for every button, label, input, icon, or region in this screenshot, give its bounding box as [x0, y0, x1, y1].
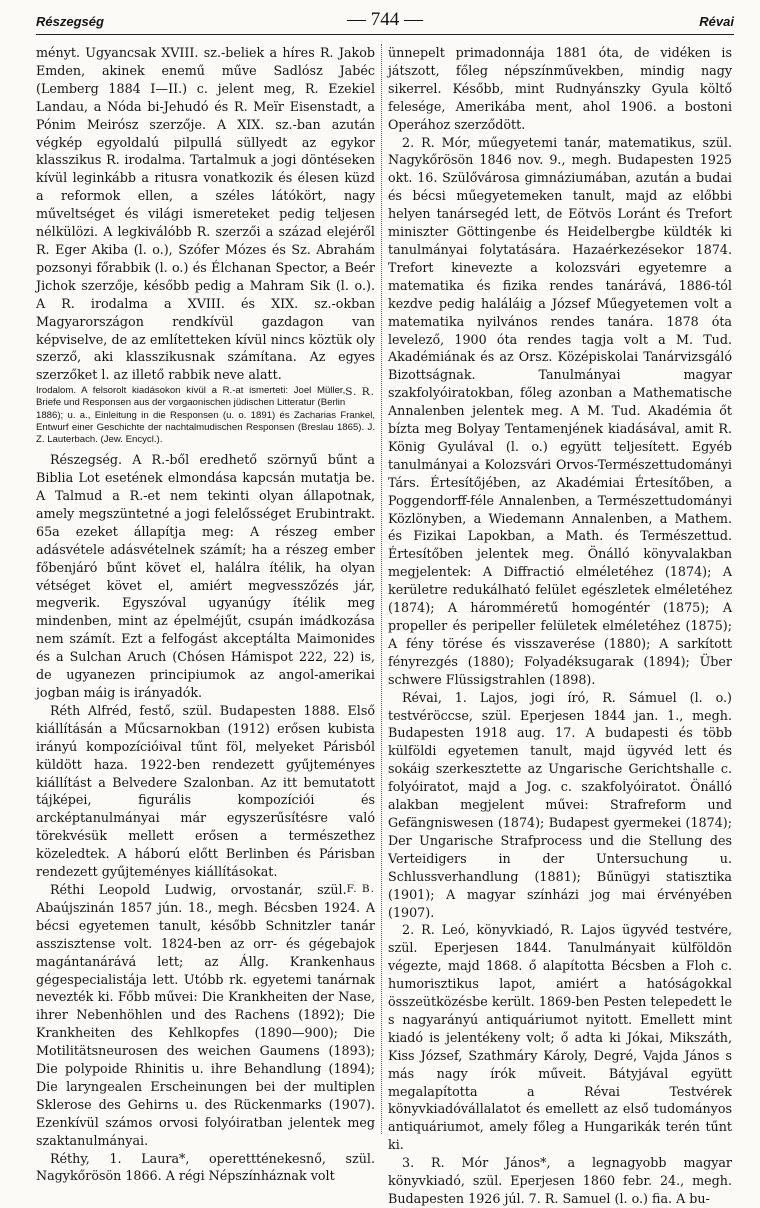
entry-continuation-responsa: ményt. Ugyancsak XVIII. sz.-beliek a híres R. Jakob Emden, akinek enemű műve Sadlósz Jabéc (Lemberg 1884 I—II.) c. jelent meg, R. Ezekiel Landau, a Nóda bi-Jehudó és R. Meïr Eisenstadt, a Pónim Meirósz szerzője. A XIX. sz.-ban azután végkép egyoldalú pilpullá süllyedt az egykor klasszikus R. irodalma. Tartalmuk a jogi döntéseken kívül leginkább a ritusra vonatkozik és élesen küzd a reformok ellen, a széles látókört, nagy műveltséget és világi ismereteket pedig teljesen nélkülözi. A legkiválóbb R. szerzői a század elejéről R. Eger Akiba (l. o.), Szófer Mózes és Sz. Abrahám pozsonyi főrabbik (l. o.) és Élchanan Spector, a Beér Jichok szerzője, később pedig a Mahram Sik (l. o.). A R. irodalma a XVIII. és XIX. sz.-okban Magyarországon rendkívül gazdagon van képviselve, de az említetteken kívül nincs köztük oly szerző, aki klasszikusnak számítana. Az egyes szerzőket l. az illető rabbik neve alatt. — [36, 45, 375, 383]
entry-rethy: Réthy, 1. Laura*, operettténekesnő, szül. Nagykőrösön 1866. A régi Népszínháznak volt — [36, 1150, 375, 1184]
entry-revai-lajos: Révai, 1. Lajos, jogi író, R. Sámuel (l. o.) testvéröccse, szül. Eperjesen 1844 jan. 1., megh. Budapesten 1918 aug. 17. A budapesti és több külföldi egyetemen tanult, majd ügyvéd lett és sokáig szerkesztette az Ungarische Gerichtshalle c. folyóiratot, majd a Jog. c. szakfolyóiratot. Önálló alakban megjelent művei: Strafreform und Gefängniswesen (1874); Budapest gyermekei (1874); Der Ungarische Strafprocess und die Stellung des Verteidigers in der Untersuchung u. Schlussverhandlung (1881); Bűnügyi statisztika (1901); A magyar színházi jog mai érvényében (1907). — [388, 689, 732, 920]
right-column — [388, 44, 732, 1206]
left-column — [36, 44, 375, 1184]
author-signature: F. B. — [346, 882, 375, 895]
entry-rethy-continuation: ünnepelt primadonnája 1881 óta, de vidéken is játszott, főleg népszínművekben, mindig nagy sikerrel. Később, mint Rudnyánszky Gyula költő felesége, Amerikába ment, ahol 1906. a bostoni Operához szerződött. — [388, 45, 732, 132]
running-head-right: Révai — [699, 14, 734, 29]
entry-revai-leo: 2. R. Leó, könyvkiadó, R. Lajos ügyvéd testvére, szül. Eperjesen 1844. Tanulmányait külföldön végezte, majd 1868. ő alapította Bécsben a Floh c. humorisztikus lapot, amiért a hatóságokkal összeütközésbe került. 1869-ben Pesten telepedett le s nagyarányú antiquáriumot nyitott. Emellett mint kiadó is jelentékeny volt; ő adta ki Jókai, Mikszáth, Kiss József, Szathmáry Károly, Degré, Vajda János s más nagy írók műveit. Bátyjával együtt megalapította a Révai Testvérek könyvkiadóvállalatot és emellett az első tudományos antiquáriumot, amely főleg a Hungarikák terén tűnt ki. — [388, 922, 732, 1153]
page-number: — 744 — — [347, 9, 423, 30]
column-divider — [381, 44, 382, 1134]
entry-rethi: Réthi Leopold Ludwig, orvostanár, szül. Abaújszinán 1857 jún. 18., megh. Bécsben 1924. A bécsi egyetemen tanult, később Schnitzler tanár asszisztense volt. 1824-ben az orr- és gégebajok magántanárává lett; az Állg. Krankenhaus gégespecialistája lett. Utóbb rk. egyetemi tanárnak nevezték ki. Főbb művei: Die Krankheiten der Nase, ihrer Nebenhöhlen und des Rachens (1892); Die Krankheiten des Kehlkopfes (1890—900); Die Motilitätsneurosen des weichen Gaumens (1893); Die polypoide Rhinitis u. ihre Behandlung (1894); Die laryngealen Erscheinungen bei der multiplen Sklerose des Gehirns u. des Rückenmarks (1907). Ezenkívül számos orvosi folyóiratban jelentek meg szaktanulmányai. — [36, 881, 375, 1148]
running-head-left: Részegség — [36, 14, 104, 29]
entry-reszegseg: Részegség. A R.-ből eredhető szörnyű bűnt a Biblia Lot esetének elmondása kapcsán mutatja be. A Talmud a R.-et nem tekinti olyan állapotnak, amely megszüntetné a jogi felelősséget Erubintrakt. 65a ezeket állapítja meg: A részeg ember adásvétele adásvételnek számít; ha a részeg ember főbenjáró bűnt követ el, halálra ítélik, ha olyan vétséget követ el, amiért megvesszőzés jár, megverik. Egyszóval ugyanúgy ítélik meg mindenben, mint az épelméjűt, csupán imádkozása nem számít. Ezt a felfogást akceptálta Maimonides és a Sulchan Aruch (Chósen Hámispot 222, 22) is, de ugyanezen principiumok az angol-amerikai jogban máig is irányadók. — [36, 452, 375, 701]
entry-reth: Réth Alfréd, festő, szül. Budapesten 1888. Első kiállításán a Műcsarnokban (1912) erősen kubista irányú kompozícióival tűnt föl, melyeket Párisból küldött haza. 1922-ben rendezett gyűjteményes kiállítást a Belvedere Szalonban. Az itt bemutatott tájképei, figurális kompozíciói és arcképtanulmányai már egyszerűsítésre való törekvésük mellett erősen a természethez közeledtek. A háború előtt Berlinben és Párisban rendezett gyűjteményes kiállításokat. — [36, 702, 375, 880]
page-header — [36, 8, 734, 36]
entry-rethy-mor: 2. R. Mór, műegyetemi tanár, matematikus, szül. Nagykőrösön 1846 nov. 9., megh. Budapesten 1925 okt. 16. Szülővárosa gimnáziumában, azután a budai és bécsi műegyetemeken tanult, majd az előbbi helyen tanársegéd lett, de Eötvös Loránt és Trefort miniszter Göttingenbe és Heidelbergbe küldték ki tanulmányai folytatására. Hazaérkezésekor 1874. Trefort kinevezte a kolozsvári egyetemre a matematika és fizika rendes tanárává, 1886-tól kezdve pedig haláláig a József Műegyetemen volt a matematika nyilvános rendes tanára. 1878 óta levelező, 1900 óta rendes tagja volt a M. Tud. Akadémiának és az Orsz. Középiskolai Tanárvizsgáló Bizottságnak. Tanulmányai magyar szakfolyóiratokban, főleg azonban a Mathematische Annalenben jelentek meg. A M. Tud. Akadémia őt bízta meg Bolyay Tentamenjének kiadásával, amit R. König Gyulával (l. o.) együtt teljesített. Egyéb tanulmányai a Kolozsvári Orvos-Természettudományi Társ. Értesítőjében, az Akadémiai Értesítőben, a Poggendorff-féle Annalenben, a Természettudományi Közlönyben, a Wiedemann Annalenben, a Mathem. és Fizikai Lapokban, a Math. és Természettud. Értesítőben jelentek meg. Önálló könyvalakban megjelentek: A Diffractió elméletéhez (1874); A kerületre redukálható felület egészletek elméletéhez (1874); A háromméretű homogéntér (1875); A propeller és peripeller felületek elméletéhez (1875); A fény törése és visszaverése (1880); A sarkított fényrezgés (1880); Folyadéksugarak (1894); Über schwere Flüssigstrahlen (1898). — [388, 134, 732, 687]
author-signature: S. R. — [345, 386, 375, 399]
literature-note: Irodalom. A felsorolt kiadásokon kívül a R.-at ismerteti: Joel Müller, Briefe und Responsen aus der vorgaonischen jüdischen Litteratur (Berlin 1886); u. a., Einleitung in die Responsen (u. o. 1891) és Zacharias Frankel, Entwurf einer Geschichte der nachtalmudischen Responsen (Breslau 1865). J. Z. Lauterbach. (Jew. Encycl.). — [36, 385, 375, 446]
entry-revai-mor-janos: 3. R. Mór János*, a legnagyobb magyar könyvkiadó, szül. Eperjesen 1860 febr. 24., megh. Budapesten 1926 júl. 7. R. Samuel (l. o.) fia. A bu- — [388, 1155, 732, 1206]
header-rule — [36, 34, 734, 35]
